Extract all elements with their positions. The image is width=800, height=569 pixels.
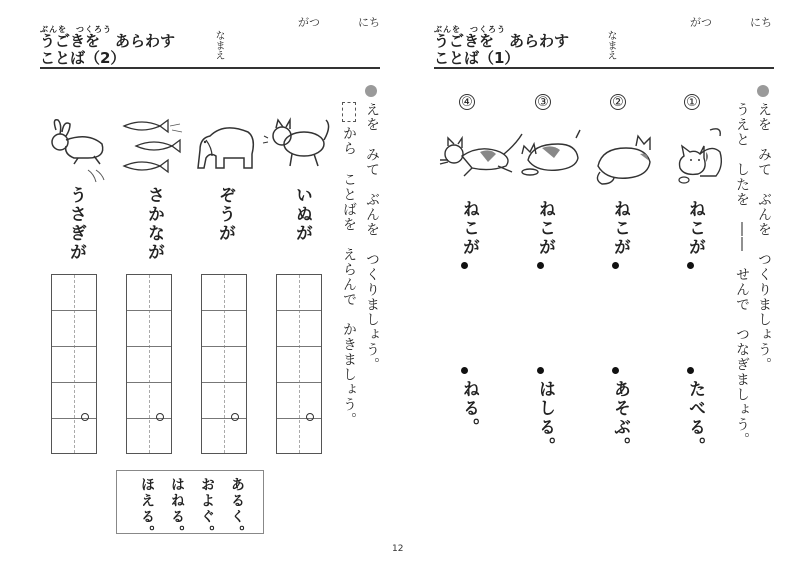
instruction-text: えを みて ぶんを つくりましょう。 (364, 102, 380, 372)
word-bank (116, 470, 264, 541)
page-title-line2: ことば（1） (434, 49, 520, 67)
name-label: なまえ (213, 30, 224, 60)
title-ruby: ぶんを つくろう (434, 25, 506, 34)
subject-word-dog: いぬが (292, 186, 312, 243)
date-month-label: がつ (298, 16, 320, 29)
section-marker-icon (757, 85, 769, 97)
writing-grid-elephant[interactable] (201, 274, 247, 454)
page-title: うごきを あらわす (434, 32, 570, 50)
right-page (400, 0, 800, 569)
subject-word-rabbit: うさぎが (66, 186, 86, 262)
connector-dot-top[interactable] (687, 262, 694, 269)
subject-word: ねこが (459, 200, 479, 257)
word-bank-item: あるく。 (229, 477, 245, 541)
rabbit-illustration-icon (44, 118, 114, 188)
period-mark-icon (81, 413, 89, 421)
subject-word: ねこが (685, 200, 705, 257)
writing-grid-rabbit[interactable] (51, 274, 97, 454)
word-bank-item: およぐ。 (199, 477, 215, 541)
subject-word-elephant: ぞうが (215, 186, 235, 243)
date-day-label: にち (750, 16, 772, 29)
header-divider (434, 67, 774, 69)
connector-dot-bottom[interactable] (537, 367, 544, 374)
connector-dot-top[interactable] (612, 262, 619, 269)
action-word: あそぶ。 (610, 380, 630, 456)
writing-grid-dog[interactable] (276, 274, 322, 454)
cat-running-illustration-icon (436, 130, 524, 180)
period-mark-icon (306, 413, 314, 421)
header-divider (40, 67, 380, 69)
title-ruby: ぶんを つくろう (40, 25, 112, 34)
connector-dot-bottom[interactable] (461, 367, 468, 374)
elephant-illustration-icon (190, 118, 258, 174)
instruction-text-choose: ことばを えらんで かきましょう。 (341, 172, 357, 427)
connector-dot-top[interactable] (461, 262, 468, 269)
name-label: なまえ (605, 30, 616, 60)
item-number: ③ (535, 94, 551, 110)
instruction-text: えを みて ぶんを つくりましょう。 (756, 102, 772, 372)
item-number: ④ (459, 94, 475, 110)
action-word: たべる。 (685, 380, 705, 456)
dog-illustration-icon (262, 112, 332, 172)
cat-eating-illustration-icon (670, 122, 726, 190)
item-number: ② (610, 94, 626, 110)
action-word: ねる。 (459, 380, 479, 437)
fish-illustration-icon (118, 116, 184, 180)
date-day-label: にち (358, 16, 380, 29)
subject-word: ねこが (535, 200, 555, 257)
item-number: ① (684, 94, 700, 110)
section-marker-icon (365, 85, 377, 97)
word-bank-item: はねる。 (169, 477, 185, 541)
period-mark-icon (231, 413, 239, 421)
connector-dot-bottom[interactable] (612, 367, 619, 374)
cat-sleeping-illustration-icon (518, 128, 588, 178)
connector-dot-top[interactable] (537, 262, 544, 269)
subject-word-fish: さかなが (144, 186, 164, 262)
cat-playing-illustration-icon (592, 126, 660, 188)
date-month-label: がつ (690, 16, 712, 29)
subject-word: ねこが (610, 200, 630, 257)
page-title: うごきを あらわす (40, 32, 176, 50)
writing-grid-fish[interactable] (126, 274, 172, 454)
word-bank-box-icon (342, 102, 356, 122)
page-number: 12 (392, 544, 404, 554)
period-mark-icon (156, 413, 164, 421)
instruction-text-connect: うえと したを ―― せんで つなぎましょう。 (734, 102, 750, 447)
page-title-line2: ことば（2） (40, 49, 126, 67)
connector-dot-bottom[interactable] (687, 367, 694, 374)
word-bank-item: ほえる。 (139, 477, 155, 541)
action-word: はしる。 (535, 380, 555, 456)
instruction-text-from: から (341, 126, 357, 156)
